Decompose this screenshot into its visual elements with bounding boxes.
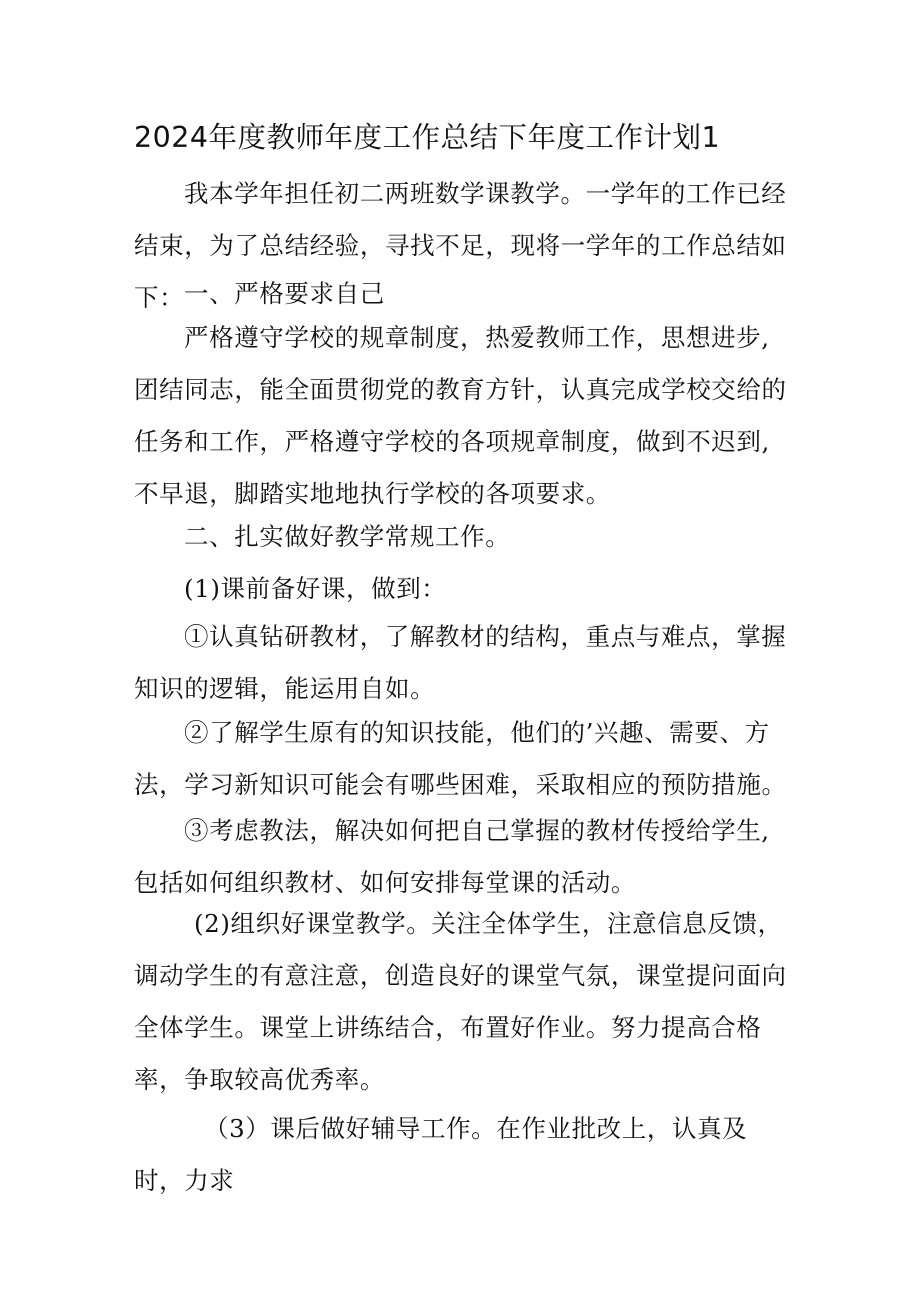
intro-paragraph: 我本学年担任初二两班数学课教学。一学年的工作已经结束，为了总结经验，寻找不足，现将一学年的工作总结如下： [134, 179, 787, 312]
document-title: 2024年度教师年度工作总结下年度工作计划1 [134, 121, 721, 154]
subsection-2-paragraph: (2)组织好课堂教学。关注全体学生，注意信息反馈，调动学生的有意注意，创造良好的课堂气氛，课堂提问面向全体学生。课堂上讲练结合，布置好作业。努力提高合格率，争取较高优秀率。 [134, 909, 787, 1094]
subsection-1-heading: (1)课前备好课，做到： [184, 574, 447, 603]
section-heading-2: 二、扎实做好教学常规工作。 [184, 522, 511, 551]
list-item-2: ②了解学生原有的知识技能，他们的’兴趣、需要、方法，学习新知识可能会有哪些困难，采取相应的预防措施。 [134, 718, 787, 799]
section-1-paragraph: 严格遵守学校的规章制度，热爱教师工作，思想进步,团结同志，能全面贯彻党的教育方针，认真完成学校交给的任务和工作，严格遵守学校的各项规章制度，做到不迟到,不早退，脚踏实地地执行学校的各项要求。 [134, 323, 787, 508]
list-item-1: ①认真钻研教材，了解教材的结构，重点与难点，掌握知识的逻辑，能运用自如。 [134, 622, 787, 703]
subsection-3-paragraph: （3）课后做好辅导工作。在作业批改上，认真及时，力求 [134, 1114, 748, 1195]
section-heading-1: 一、严格要求自己 [184, 279, 385, 308]
list-item-3: ③考虑教法，解决如何把自己掌握的教材传授给学生,包括如何组织教材、如何安排每堂课的活动。 [134, 816, 770, 897]
